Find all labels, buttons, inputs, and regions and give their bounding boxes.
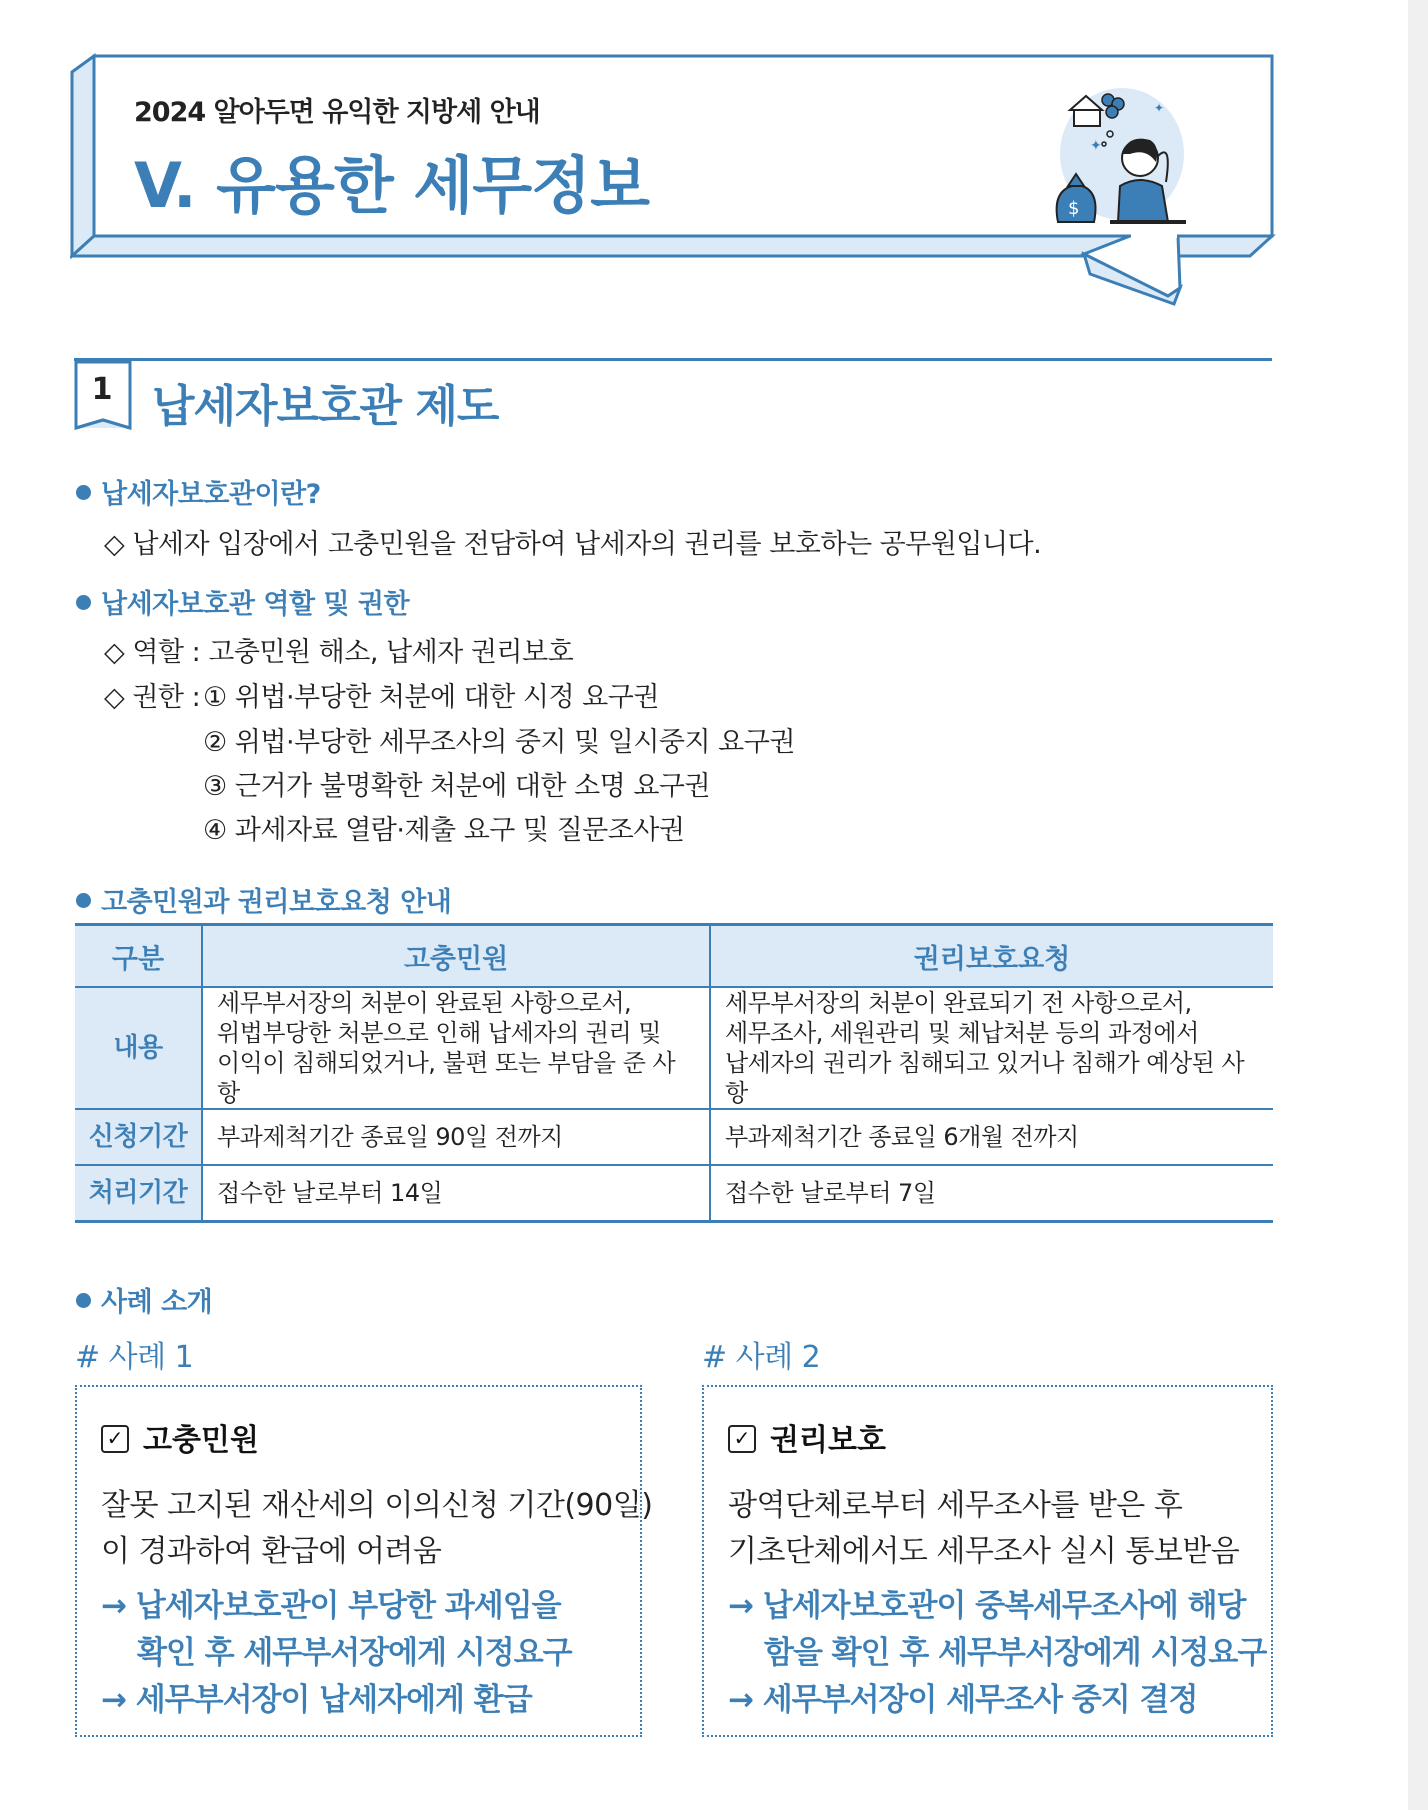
table-cell: 부과제척기간 종료일 90일 전까지 bbox=[202, 1109, 710, 1165]
desc-line: 기초단체에서도 세무조사 실시 통보받음 bbox=[728, 1534, 1240, 1569]
header-subtitle: 2024 알아두면 유익한 지방세 안내 bbox=[134, 97, 540, 128]
bullet-dot bbox=[76, 1293, 91, 1308]
bullet-heading-table bbox=[76, 880, 451, 919]
desc-line: 잘못 고지된 재산세의 이의신청 기간(90일) bbox=[101, 1488, 653, 1523]
authority-item: ② 위법·부당한 세무조사의 중지 및 일시중지 요구권 bbox=[203, 727, 795, 758]
svg-text:✦: ✦ bbox=[1090, 138, 1102, 154]
table-row bbox=[75, 987, 1273, 1109]
bullet-dot bbox=[76, 485, 91, 500]
case2-label: # 사례 2 bbox=[702, 1340, 821, 1375]
cell-line: 납세자의 권리가 침해되고 있거나 침해가 예상된 사항 bbox=[725, 1049, 1245, 1107]
thinking-person-illustration bbox=[1050, 82, 1190, 232]
row-label: 처리기간 bbox=[75, 1165, 202, 1221]
authority-item: ③ 근거가 불명확한 처분에 대한 소명 요구권 bbox=[203, 771, 711, 802]
cell-line: 세무부서장의 처분이 완료되기 전 사항으로서, bbox=[725, 989, 1192, 1017]
definition-text: ◇ 납세자 입장에서 고충민원을 전담하여 납세자의 권리를 보호하는 공무원입니다. bbox=[104, 529, 1042, 560]
table-cell bbox=[710, 987, 1273, 1109]
case2-type bbox=[728, 1415, 886, 1459]
case1-box bbox=[75, 1385, 653, 1737]
result-line-indented bbox=[101, 1630, 572, 1677]
authority-prefix: ◇ 권한 : bbox=[104, 682, 201, 713]
case1-type bbox=[101, 1415, 259, 1459]
row-label: 내용 bbox=[75, 987, 202, 1109]
bullet-heading-text: 납세자보호관이란? bbox=[101, 479, 321, 510]
case1-result bbox=[101, 1583, 572, 1724]
bullet-heading-what-is bbox=[76, 472, 321, 511]
table-cell: 접수한 날로부터 7일 bbox=[710, 1165, 1273, 1221]
bullet-heading-text: 고충민원과 권리보호요청 안내 bbox=[101, 887, 452, 918]
section-rule bbox=[74, 358, 1272, 361]
table-header-cell: 구분 bbox=[75, 925, 202, 988]
table-row bbox=[75, 1109, 1273, 1165]
table-cell: 부과제척기간 종료일 6개월 전까지 bbox=[710, 1109, 1273, 1165]
result-line: → 납세자보호관이 부당한 과세임을 bbox=[101, 1588, 561, 1624]
case1-description bbox=[101, 1483, 652, 1575]
table-row bbox=[75, 1165, 1273, 1221]
result-line: 함을 확인 후 세무부서장에게 시정요구 bbox=[764, 1635, 1267, 1671]
cell-line: 세무부서장의 처분이 완료된 사항으로서, bbox=[217, 989, 632, 1017]
svg-text:✦: ✦ bbox=[1154, 101, 1165, 115]
comparison-table bbox=[75, 923, 1273, 1223]
page-title: V. 유용한 세무정보 bbox=[134, 149, 649, 222]
case2-box bbox=[702, 1385, 1273, 1737]
bullet-dot bbox=[76, 595, 91, 610]
checkbox-icon: ✓ bbox=[101, 1425, 129, 1453]
table-header-row bbox=[75, 925, 1273, 988]
cell-line: 세무조사, 세원관리 및 체납처분 등의 과정에서 bbox=[725, 1019, 1199, 1047]
row-label: 신청기간 bbox=[75, 1109, 202, 1165]
table-cell: 접수한 날로부터 14일 bbox=[202, 1165, 710, 1221]
bullet-heading-text: 납세자보호관 역할 및 권한 bbox=[101, 589, 410, 620]
case1-label: # 사례 1 bbox=[75, 1340, 194, 1375]
desc-line: 이 경과하여 환급에 어려움 bbox=[101, 1534, 442, 1569]
cell-line: 이익이 침해되었거나, 불편 또는 부담을 준 사항 bbox=[217, 1049, 676, 1107]
svg-text:$: $ bbox=[1068, 198, 1080, 219]
bullet-heading-text: 사례 소개 bbox=[101, 1287, 213, 1318]
table-header-cell: 고충민원 bbox=[202, 925, 710, 988]
result-line: → 세무부서장이 납세자에게 환급 bbox=[101, 1682, 532, 1718]
case-type-label: 고충민원 bbox=[143, 1423, 259, 1458]
authority-item: ④ 과세자료 열람·제출 요구 및 질문조사권 bbox=[203, 815, 685, 846]
cell-line: 위법부당한 처분으로 인해 납세자의 권리 및 bbox=[217, 1019, 661, 1047]
result-line: → 세무부서장이 세무조사 중지 결정 bbox=[728, 1682, 1198, 1718]
role-text: ◇ 역할 : 고충민원 해소, 납세자 권리보호 bbox=[104, 637, 574, 668]
case2-description bbox=[728, 1483, 1239, 1575]
authority-item: ① 위법·부당한 처분에 대한 시정 요구권 bbox=[203, 682, 659, 713]
result-line: → 납세자보호관이 중복세무조사에 해당 bbox=[728, 1588, 1246, 1624]
bullet-heading-role bbox=[76, 582, 409, 621]
result-line-indented bbox=[728, 1630, 1266, 1677]
case2-result bbox=[728, 1583, 1266, 1724]
checkbox-icon: ✓ bbox=[728, 1425, 756, 1453]
desc-line: 광역단체로부터 세무조사를 받은 후 bbox=[728, 1488, 1183, 1523]
table-header-cell: 권리보호요청 bbox=[710, 925, 1273, 988]
bullet-heading-cases bbox=[76, 1280, 212, 1319]
table-cell bbox=[202, 987, 710, 1109]
result-line: 확인 후 세무부서장에게 시정요구 bbox=[137, 1635, 572, 1671]
bullet-dot bbox=[76, 893, 91, 908]
section-title: 납세자보호관 제도 bbox=[152, 381, 499, 432]
section-number: 1 bbox=[91, 372, 113, 407]
case-type-label: 권리보호 bbox=[770, 1423, 886, 1458]
page-edge bbox=[1408, 0, 1428, 1810]
